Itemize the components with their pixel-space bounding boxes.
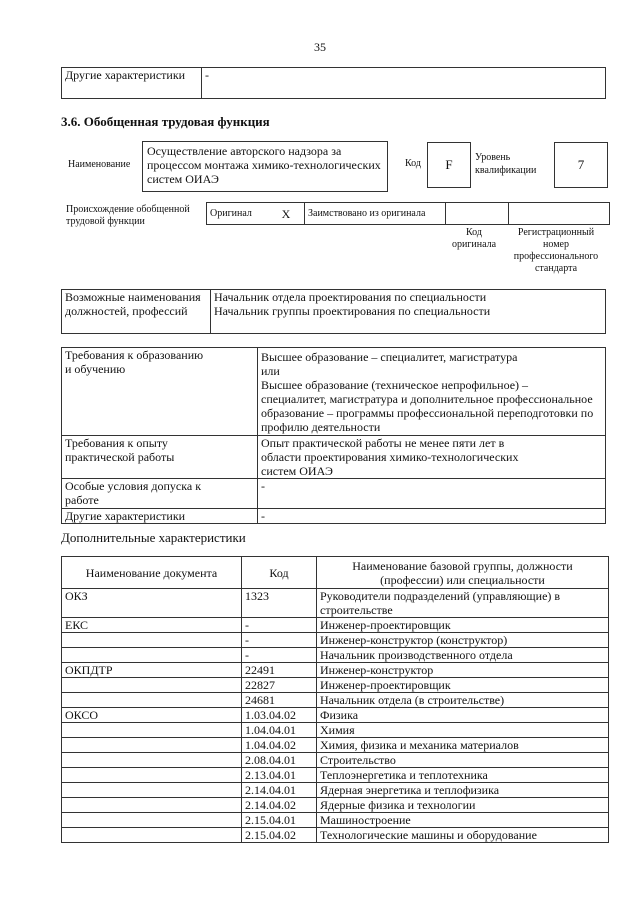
table-row [62, 798, 609, 813]
cell-name: Начальник производственного отдела [317, 648, 609, 663]
table-row [62, 633, 609, 648]
table-row [62, 708, 609, 723]
cell-code: 1.03.04.02 [242, 708, 317, 723]
cell-name: Инженер-проектировщик [317, 678, 609, 693]
req-other-label: Другие характеристики [62, 509, 258, 524]
req-line: или [261, 364, 280, 378]
origin-borrowed-label: Заимствовано из оригинала [305, 203, 446, 225]
origin-original-mark: X [268, 203, 305, 225]
cell-doc [62, 828, 242, 843]
table-row [62, 618, 609, 633]
cell-doc: ОКПДТР [62, 663, 242, 678]
cell-name: Физика [317, 708, 609, 723]
req-special-value: - [258, 479, 606, 509]
cell-doc [62, 723, 242, 738]
cell-doc [62, 813, 242, 828]
cell-doc [62, 753, 242, 768]
cell-doc [62, 783, 242, 798]
origin-reg-cell [509, 203, 610, 225]
function-code-value: F [427, 142, 471, 188]
cell-name: Теплоэнергетика и теплотехника [317, 768, 609, 783]
cell-code: 1.04.04.01 [242, 723, 317, 738]
req-experience-label: Требования к опыту практической работы [62, 436, 258, 479]
header-code: Код [242, 557, 317, 589]
cell-doc [62, 768, 242, 783]
cell-code: 2.14.04.01 [242, 783, 317, 798]
cell-name: Ядерные физика и технологии [317, 798, 609, 813]
req-line: Высшее образование (техническое непрофильное) – специалитет, магистратура и дополнительное профессиональное образование – программы профессиональной переподготовки по профилю деятельности [261, 378, 594, 434]
cell-code: 22491 [242, 663, 317, 678]
cell-code: 2.15.04.01 [242, 813, 317, 828]
table-row [62, 753, 609, 768]
req-experience-value: Опыт практической работы не менее пяти лет в области проектирования химико-технологических систем ОИАЭ [258, 436, 606, 479]
req-special-label: Особые условия допуска к работе [62, 479, 258, 509]
table-row [62, 589, 609, 618]
table-row [62, 648, 609, 663]
top-label: Другие характеристики [62, 68, 202, 99]
req-line: Высшее образование – специалитет, магистратура [261, 350, 518, 364]
cell-doc: ЕКС [62, 618, 242, 633]
cell-code: 2.14.04.02 [242, 798, 317, 813]
function-name-label: Наименование [68, 159, 131, 170]
cell-doc [62, 678, 242, 693]
table-row [62, 813, 609, 828]
table-row [62, 768, 609, 783]
req-education-value [258, 348, 606, 436]
origin-reg-caption: Регистрационный номер профессионального стандарта [513, 227, 599, 274]
cell-code: - [242, 633, 317, 648]
section-title: 3.6. Обобщенная трудовая функция [61, 114, 270, 129]
table-row [62, 738, 609, 753]
header-name: Наименование базовой группы, должности (профессии) или специальности [317, 557, 609, 589]
origin-original-label: Оригинал [207, 203, 269, 225]
table-row [62, 723, 609, 738]
table-row [62, 678, 609, 693]
cell-code: - [242, 618, 317, 633]
origin-table [206, 202, 610, 225]
cell-doc [62, 633, 242, 648]
position-item: Начальник отдела проектирования по специальности [214, 290, 487, 304]
function-code-label: Код [405, 158, 421, 169]
cell-doc [62, 693, 242, 708]
cell-code: 1.04.04.02 [242, 738, 317, 753]
origin-code-caption: Код оригинала [451, 227, 497, 250]
header-doc: Наименование документа [62, 557, 242, 589]
cell-name: Технологические машины и оборудование [317, 828, 609, 843]
page-number: 35 [314, 40, 326, 54]
cell-name: Химия [317, 723, 609, 738]
req-education-label: Требования к образованию и обучению [62, 348, 258, 436]
additional-table [61, 556, 609, 843]
req-other-value: - [258, 509, 606, 524]
cell-code: 1323 [242, 589, 317, 618]
cell-name: Ядерная энергетика и теплофизика [317, 783, 609, 798]
table-row [62, 693, 609, 708]
positions-label: Возможные наименования должностей, профессий [62, 290, 211, 334]
cell-doc: ОКСО [62, 708, 242, 723]
table-row [62, 783, 609, 798]
cell-name: Инженер-проектировщик [317, 618, 609, 633]
cell-doc: ОКЗ [62, 589, 242, 618]
cell-name: Начальник отдела (в строительстве) [317, 693, 609, 708]
function-name-value: Осуществление авторского надзора за процессом монтажа химико-технологических систем ОИАЭ [142, 141, 388, 192]
top-value: - [202, 68, 606, 99]
cell-name: Руководители подразделений (управляющие) в строительстве [317, 589, 609, 618]
function-level-label: Уровень квалификации [475, 152, 537, 176]
cell-name: Машиностроение [317, 813, 609, 828]
position-item: Начальник группы проектирования по специальности [214, 304, 491, 318]
cell-code: 2.13.04.01 [242, 768, 317, 783]
positions-items [211, 290, 606, 334]
cell-code: 22827 [242, 678, 317, 693]
origin-label: Происхождение обобщенной трудовой функции [66, 204, 190, 227]
cell-code: 2.08.04.01 [242, 753, 317, 768]
positions-table [61, 289, 606, 334]
cell-doc [62, 648, 242, 663]
function-level-value: 7 [554, 142, 608, 188]
origin-code-cell [446, 203, 509, 225]
cell-name: Инженер-конструктор [317, 663, 609, 678]
cell-code: 24681 [242, 693, 317, 708]
cell-name: Строительство [317, 753, 609, 768]
table-row [62, 663, 609, 678]
top-table [61, 67, 606, 99]
cell-code: - [242, 648, 317, 663]
cell-name: Химия, физика и механика материалов [317, 738, 609, 753]
cell-name: Инженер-конструктор (конструктор) [317, 633, 609, 648]
cell-doc [62, 738, 242, 753]
cell-doc [62, 798, 242, 813]
requirements-table [61, 347, 606, 524]
additional-title: Дополнительные характеристики [61, 530, 246, 545]
table-row [62, 828, 609, 843]
cell-code: 2.15.04.02 [242, 828, 317, 843]
